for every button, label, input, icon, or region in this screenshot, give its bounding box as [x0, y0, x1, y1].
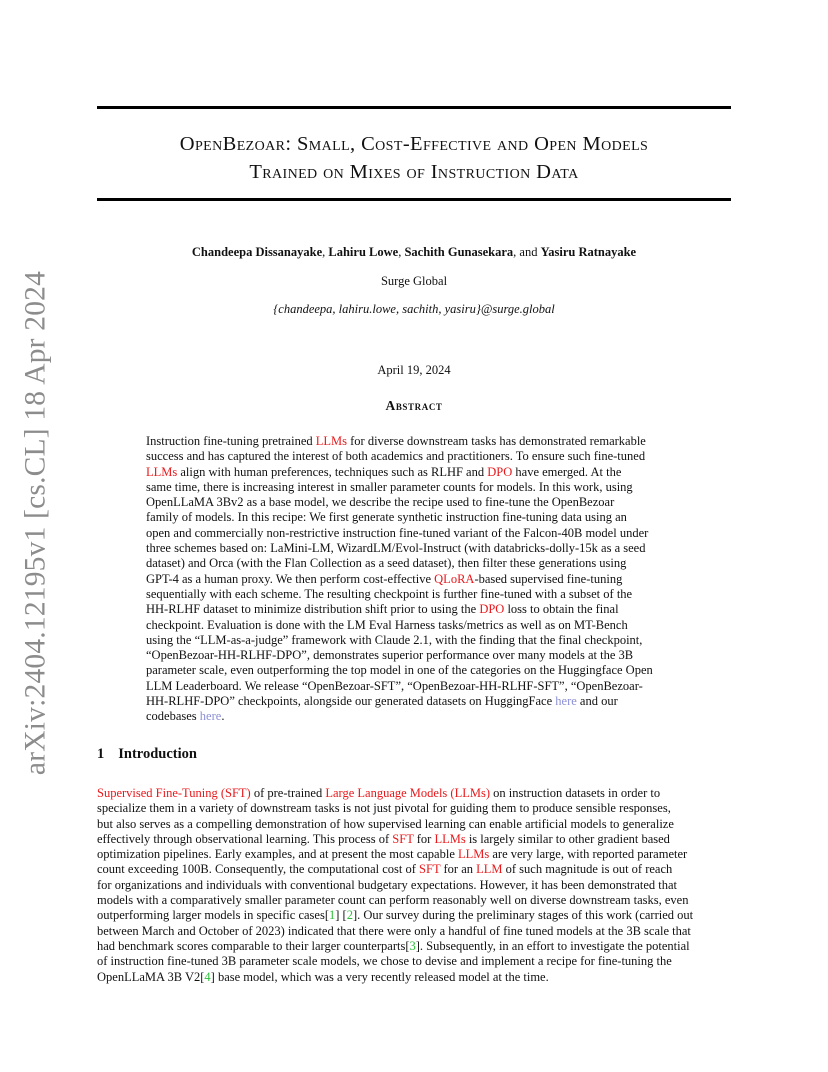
abstract-line [146, 434, 683, 449]
abstract-line: open and commercially non-restrictive instruction fine-tuned variant of the Falcon-40B model under [146, 525, 649, 540]
abstract-line: family of models. In this recipe: We first generate synthetic instruction fine-tuning data using an [146, 510, 627, 525]
text: HH-RLHF-DPO” checkpoints, alongside our generated datasets on HuggingFace [146, 694, 556, 709]
intro-line [97, 939, 731, 954]
abstract-line: using the “LLM-as-a-judge” framework with Claude 2.1, with the finding that the final checkpoint, [146, 632, 643, 647]
text: GPT-4 as a human proxy. We then perform cost-effective [146, 571, 435, 586]
acronym-link-llms[interactable]: LLMs [458, 847, 490, 862]
text: ]. Subsequently, in an effort to investigate the potential [415, 938, 690, 953]
intro-line: models with a comparatively smaller parameter count can perform reasonably well on diverse downstream tasks, even [97, 893, 689, 908]
intro-line [97, 847, 731, 862]
text: ] [ [335, 908, 347, 923]
huggingface-link[interactable]: here [555, 694, 577, 709]
text: ] base model, which was a very recently released model at the time. [210, 969, 549, 984]
title-line-1: OpenBezoar: Small, Cost-Effective and Open Models [179, 133, 649, 155]
acronym-link-llm[interactable]: LLM [476, 862, 503, 877]
citation-link[interactable]: 4 [204, 969, 211, 984]
affiliation: Surge Global [380, 274, 448, 288]
text: for [413, 831, 435, 846]
text: HH-RLHF dataset to minimize distribution shift prior to using the [146, 602, 480, 617]
acronym-link-sft[interactable]: SFT [419, 862, 441, 877]
text: effectively through observational learning. This process of [97, 831, 393, 846]
abstract-line: dataset) and Orca (with the Flan Collection as a seed dataset), then filter these generations using [146, 556, 627, 571]
section-title: Introduction [118, 746, 197, 762]
text: . [221, 709, 225, 724]
title-rule-top [97, 106, 731, 109]
abstract-line: parameter scale, even outperforming the top model in one of the categories on the Huggingface Open [146, 663, 653, 678]
author-separator: , [322, 245, 329, 259]
acronym-link-llms[interactable]: LLMs [315, 434, 347, 448]
text: have emerged. At the [512, 464, 622, 479]
acronym-link-dpo[interactable]: DPO [487, 464, 513, 479]
text: ]. Our survey during the preliminary stages of this work (carried out [352, 908, 694, 923]
abstract-line [146, 709, 683, 724]
text: of such magnitude is out of reach [502, 862, 673, 877]
codebase-link[interactable]: here [199, 709, 222, 724]
abstract-line: same time, there is increasing interest in smaller parameter counts for models. In this work, using [146, 479, 633, 494]
intro-line [97, 786, 731, 801]
acronym-link-dpo[interactable]: DPO [479, 602, 505, 617]
abstract-line: OpenLLaMA 3Bv2 as a base model, we describe the recipe used to fine-tune the OpenBezoar [146, 495, 615, 510]
abstract-line: success and has captured the interest of both academics and practitioners. To ensure such fine-tuned [146, 449, 646, 464]
section-number: 1 [97, 746, 105, 762]
abstract-line [146, 602, 683, 617]
abstract-line: checkpoint. Evaluation is done with the LM Eval Harness tasks/metrics as well as on MT-Bench [146, 617, 628, 632]
text: are very large, with reported parameter [489, 847, 688, 862]
intro-line [97, 862, 731, 877]
text: count exceeding 100B. Consequently, the computational cost of [97, 862, 420, 877]
text: had benchmark scores comparable to their larger counterparts[ [97, 938, 410, 953]
text: Instruction fine-tuning pretrained [146, 434, 316, 448]
text: is largely similar to other gradient based [465, 831, 670, 846]
text: of pre-trained [250, 786, 326, 800]
text: for diverse downstream tasks has demonstrated remarkable [347, 434, 646, 448]
text: OpenLLaMA 3B V2[ [97, 969, 205, 984]
abstract-line [146, 572, 683, 587]
title-rule-bottom [97, 198, 731, 201]
text: outperforming larger models in specific cases[ [97, 908, 329, 923]
author-name: Lahiru Lowe [328, 245, 399, 259]
author-emails: {chandeepa, lahiru.lowe, sachith, yasiru}@surge.global [273, 302, 555, 316]
text: optimization pipelines. Early examples, and at present the most capable [97, 847, 458, 862]
publication-date: April 19, 2024 [377, 363, 451, 377]
abstract-line: sequentially with each scheme. The resulting checkpoint is further fine-tuned with a subset of the [146, 586, 633, 601]
intro-line: for organizations and individuals with conventional budgetary expectations. However, it has been demonstrated that [97, 877, 678, 892]
section-heading-introduction [97, 746, 197, 763]
abstract-line: three schemes based on: LaMini-LM, WizardLM/Evol-Instruct (with databricks-dolly-15k as a seed [146, 541, 646, 556]
text: loss to obtain the final [504, 602, 619, 617]
text: and our [576, 694, 618, 709]
paper-title [97, 130, 731, 186]
intro-line [97, 908, 731, 923]
citation-link[interactable]: 3 [409, 938, 416, 953]
text: on instruction datasets in order to [490, 786, 661, 800]
acronym-link-sft[interactable]: Supervised Fine-Tuning (SFT) [97, 786, 251, 800]
acronym-link-sft[interactable]: SFT [392, 831, 414, 846]
author-name: Chandeepa Dissanayake [191, 245, 323, 259]
citation-link[interactable]: 2 [346, 908, 353, 923]
title-line-2: Trained on Mixes of Instruction Data [249, 161, 579, 183]
intro-line: but also serves as a compelling demonstration of how supervised learning can enable artificial models to generalize [97, 816, 674, 831]
author-name: Sachith Gunasekara [404, 245, 514, 259]
abstract-line [146, 694, 683, 709]
text: codebases [146, 709, 200, 724]
introduction-body [97, 786, 731, 985]
intro-line: between March and October of 2023) indicated that there were only a handful of fine tuned models at the 3B scale that [97, 923, 691, 938]
intro-line: specialize them in a variety of downstream tasks is not just pivotal for guiding them to produce sensible responses, [97, 801, 671, 816]
acronym-link-llms[interactable]: LLMs [434, 831, 466, 846]
author-list [97, 245, 731, 260]
abstract-body [146, 434, 683, 725]
intro-line: of instruction fine-tuned 3B parameter scale models, we chose to devise and implement a recipe for fine-tuning the [97, 954, 672, 969]
arxiv-identifier: arXiv:2404.12195v1 [cs.CL] 18 Apr 2024 [19, 270, 52, 776]
abstract-line: LLM Leaderboard. We release “OpenBezoar-SFT”, “OpenBezoar-HH-RLHF-SFT”, “OpenBezoar- [146, 678, 643, 693]
acronym-link-llms[interactable]: LLMs [146, 464, 178, 479]
acronym-link-qlora[interactable]: QLoRA [434, 571, 475, 586]
abstract-line [146, 465, 683, 480]
text: -based supervised fine-tuning [474, 571, 623, 586]
abstract-line: “OpenBezoar-HH-RLHF-DPO”, demonstrates superior performance over many models at the 3B [146, 648, 634, 663]
text: for an [440, 862, 477, 877]
citation-link[interactable]: 1 [328, 908, 336, 923]
intro-line [97, 970, 731, 985]
acronym-link-llms[interactable]: Large Language Models (LLMs) [325, 786, 490, 800]
author-name: Yasiru Ratnayake [540, 245, 637, 259]
author-separator: , [398, 245, 405, 259]
abstract-heading: Abstract [385, 398, 443, 413]
text: align with human preferences, techniques such as RLHF and [177, 464, 488, 479]
author-separator: , and [513, 245, 541, 259]
intro-line [97, 832, 731, 847]
